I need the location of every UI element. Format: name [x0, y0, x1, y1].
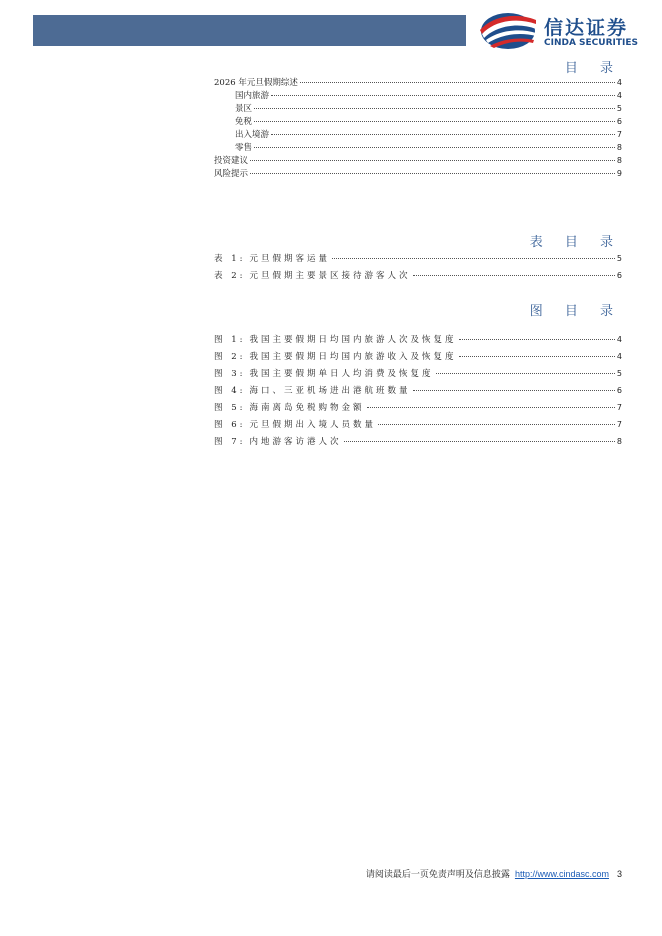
figure-list-item[interactable] [214, 350, 622, 362]
toc-item-label: 风险提示 [214, 169, 249, 179]
figure-caption-label: 海南离岛免税购物金额 [249, 403, 365, 413]
table-page: 5 [616, 254, 622, 263]
toc-item[interactable] [235, 141, 622, 153]
figure-list-item[interactable] [214, 401, 622, 413]
figure-page: 7 [616, 420, 622, 429]
toc-item[interactable] [235, 115, 622, 127]
toc-item-label: 景区 [235, 104, 253, 114]
toc-item-page: 8 [616, 143, 622, 152]
figure-caption-label: 我国主要假期日均国内旅游收入及恢复度 [249, 352, 457, 362]
table-page: 6 [616, 271, 622, 280]
toc-leader [271, 134, 615, 135]
logo-english-text: CINDA SECURITIES [544, 38, 638, 48]
toc-item-label: 国内旅游 [235, 91, 270, 101]
figure-caption-prefix: 图 1: [214, 335, 246, 345]
figure-caption-prefix: 图 2: [214, 352, 246, 362]
figure-caption-label: 海口、三亚机场进出港航班数量 [249, 386, 411, 396]
toc-item-page: 4 [616, 91, 622, 100]
figure-caption-label: 元旦假期出入境人员数量 [249, 420, 376, 430]
toc-leader [250, 160, 615, 161]
toc-item-page: 5 [616, 104, 622, 113]
toc-item[interactable] [214, 167, 622, 179]
figure-leader [413, 390, 615, 391]
toc-item-page: 6 [616, 117, 622, 126]
figure-caption-label: 内地游客访港人次 [249, 437, 342, 447]
figure-list-item[interactable] [214, 418, 622, 430]
figure-caption-prefix: 图 4: [214, 386, 246, 396]
toc-item-page: 9 [616, 169, 622, 178]
toc-leader [250, 173, 615, 174]
cinda-logo-icon [476, 10, 540, 52]
figure-leader [459, 356, 615, 357]
toc-item-label: 免税 [235, 117, 253, 127]
table-caption-prefix: 表 1: [214, 254, 246, 264]
table-list-title: 表 目 录 [529, 235, 622, 250]
figure-page: 4 [616, 335, 622, 344]
figure-list-item[interactable] [214, 367, 622, 379]
figure-list-item[interactable] [214, 333, 622, 345]
table-caption-label: 元旦假期主要景区接待游客人次 [249, 271, 411, 281]
figure-leader [378, 424, 615, 425]
figure-caption-prefix: 图 7: [214, 437, 246, 447]
toc-leader [271, 95, 615, 96]
toc-leader [254, 121, 615, 122]
toc-item-label: 零售 [235, 143, 253, 153]
table-caption-prefix: 表 2: [214, 271, 246, 281]
figure-page: 5 [616, 369, 622, 378]
figure-page: 4 [616, 352, 622, 361]
figure-page: 7 [616, 403, 622, 412]
table-leader [413, 275, 615, 276]
header-bar [33, 15, 466, 46]
footer-disclaimer: 请阅读最后一页免责声明及信息披露 [365, 870, 510, 880]
figure-caption-prefix: 图 5: [214, 403, 246, 413]
logo-chinese-text: 信达证券 [544, 17, 629, 39]
figure-caption-label: 我国主要假期日均国内旅游人次及恢复度 [249, 335, 457, 345]
toc-item-page: 8 [616, 156, 622, 165]
figure-list-title: 图 目 录 [529, 304, 622, 319]
toc-item[interactable] [214, 76, 622, 88]
figure-leader [367, 407, 615, 408]
toc-item-label: 出入境游 [235, 130, 270, 140]
figure-page: 6 [616, 386, 622, 395]
toc-leader [254, 108, 615, 109]
table-list-item[interactable] [214, 252, 622, 264]
figure-page: 8 [616, 437, 622, 446]
table-list-item[interactable] [214, 269, 622, 281]
toc-item[interactable] [235, 89, 622, 101]
figure-caption-prefix: 图 3: [214, 369, 246, 379]
table-caption-label: 元旦假期客运量 [249, 254, 330, 264]
table-leader [332, 258, 615, 259]
toc-item-page: 4 [616, 78, 622, 87]
figure-list-item[interactable] [214, 384, 622, 396]
figure-caption-label: 我国主要假期单日人均消费及恢复度 [249, 369, 434, 379]
toc-leader [300, 82, 615, 83]
page-footer [366, 867, 622, 880]
toc-item[interactable] [235, 128, 622, 140]
figure-list-item[interactable] [214, 435, 622, 447]
toc-title: 目 录 [564, 61, 622, 76]
toc-item-label: 投资建议 [214, 156, 249, 166]
toc-item[interactable] [235, 102, 622, 114]
figure-leader [436, 373, 615, 374]
footer-page-number: 3 [616, 869, 622, 879]
figure-leader [344, 441, 615, 442]
figure-leader [459, 339, 615, 340]
toc-item[interactable] [214, 154, 622, 166]
figure-caption-prefix: 图 6: [214, 420, 246, 430]
toc-item-page: 7 [616, 130, 622, 139]
toc-leader [254, 147, 615, 148]
toc-item-label: 2026 年元旦假期综述 [214, 78, 298, 88]
footer-url-link[interactable]: http://www.cindasc.com [514, 869, 609, 879]
cinda-logo [476, 10, 641, 52]
